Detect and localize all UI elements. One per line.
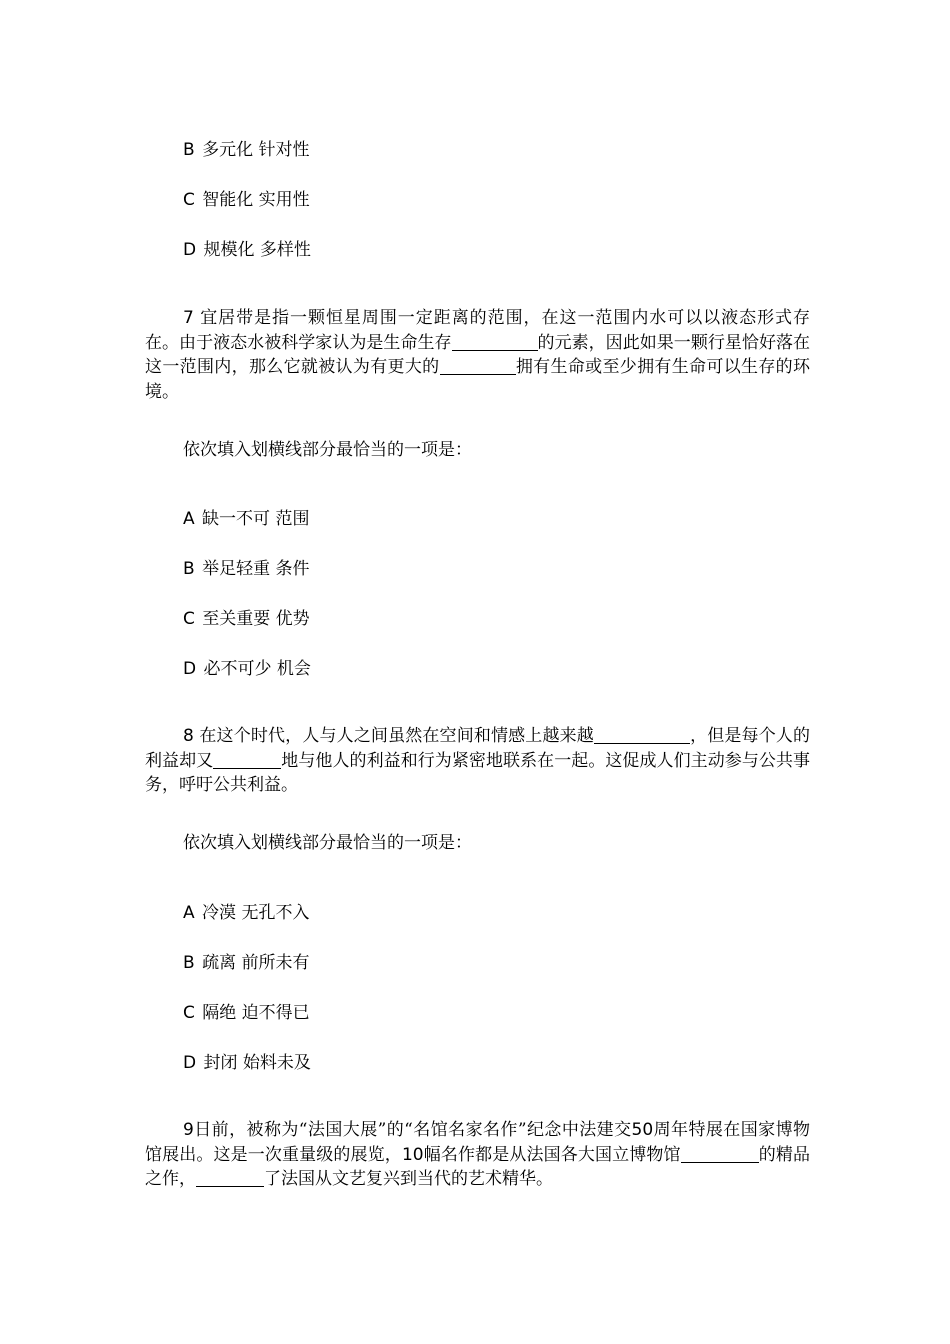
question-number: 8 <box>183 726 194 746</box>
fill-blank <box>196 1168 264 1187</box>
option-letter: A <box>183 509 195 529</box>
option-text: 封闭 始料未及 <box>203 1053 311 1073</box>
question-number: 7 <box>183 308 194 328</box>
option-letter: D <box>183 659 197 679</box>
fill-blank <box>452 332 538 351</box>
option-text: 必不可少 机会 <box>203 659 311 679</box>
q8-text-part3: 地与他人的利益和行为紧密地联系在一起。这促成人们主动参与公共事务，呼吁公共利益。 <box>145 750 811 795</box>
q6-option-b <box>183 137 783 163</box>
option-letter: C <box>183 190 195 210</box>
option-text: 冷漠 无孔不入 <box>202 903 310 923</box>
option-text: 智能化 实用性 <box>202 190 310 210</box>
q7-prompt: 依次填入划横线部分最恰当的一项是： <box>183 440 472 460</box>
q8-option-d <box>183 1050 783 1076</box>
q6-option-c <box>183 187 783 213</box>
option-letter: D <box>183 240 197 260</box>
q9-text-part1: 日前，被称为“法国大展”的“名馆名家名作”纪念中法建交 <box>193 1120 632 1140</box>
option-letter: D <box>183 1053 197 1073</box>
option-text: 疏离 前所未有 <box>202 953 310 973</box>
question-number: 9 <box>183 1120 194 1140</box>
option-text: 至关重要 优势 <box>202 609 310 629</box>
q9-number-10: 10 <box>401 1144 424 1165</box>
q8-text-part2: ，但是每个人的利益却又 <box>145 726 811 771</box>
option-text: 规模化 多样性 <box>203 240 311 260</box>
q9-text-part3: 幅名作都是从法国各大国立博物馆 <box>423 1144 681 1165</box>
fill-blank <box>594 725 690 744</box>
option-text: 多元化 针对性 <box>202 140 310 160</box>
option-letter: B <box>183 559 195 579</box>
fill-blank <box>681 1144 759 1163</box>
option-letter: B <box>183 140 195 160</box>
q7-text-part1: 宜居带是指一颗恒星周围一定距离的范围，在这一范围内水可以以液态形式存在。由于液态水被科学家认为是生命生存 <box>145 308 811 353</box>
q9-number-50: 50 <box>631 1120 654 1140</box>
option-text: 缺一不可 范围 <box>202 509 310 529</box>
q8-option-b <box>183 950 783 976</box>
option-letter: A <box>183 903 195 923</box>
option-letter: C <box>183 609 195 629</box>
q7-option-d <box>183 656 783 682</box>
q8-stem <box>145 724 810 798</box>
q8-text-part1: 在这个时代，人与人之间虽然在空间和情感上越来越 <box>199 726 594 746</box>
q7-option-b <box>183 556 783 582</box>
q7-text-part2: 的元素，因此如果一颗行星恰好落在这一范围内，那么它就被认为有更大的 <box>145 332 811 377</box>
option-letter: B <box>183 953 195 973</box>
option-text: 举足轻重 条件 <box>202 559 310 579</box>
q7-option-a <box>183 506 783 532</box>
option-letter: C <box>183 1003 195 1023</box>
q8-option-c <box>183 1000 783 1026</box>
q8-prompt: 依次填入划横线部分最恰当的一项是： <box>183 833 472 853</box>
q9-stem <box>145 1118 810 1192</box>
q7-stem <box>145 306 810 404</box>
q9-text-part5: 了法国从文艺复兴到当代的艺术精华。 <box>264 1169 553 1189</box>
fill-blank <box>440 356 516 375</box>
q9-text-part2: 周年特展在国家博物馆展出。这是一次重量级的展览， <box>145 1120 811 1165</box>
fill-blank <box>213 750 281 769</box>
q8-option-a <box>183 900 783 926</box>
q7-text-part3: 拥有生命或至少拥有生命可以生存的环境。 <box>145 357 810 402</box>
q6-option-d <box>183 237 783 263</box>
q7-option-c <box>183 606 783 632</box>
option-text: 隔绝 迫不得已 <box>202 1003 310 1023</box>
q9-text-part4: 的精品之作， <box>145 1144 811 1189</box>
